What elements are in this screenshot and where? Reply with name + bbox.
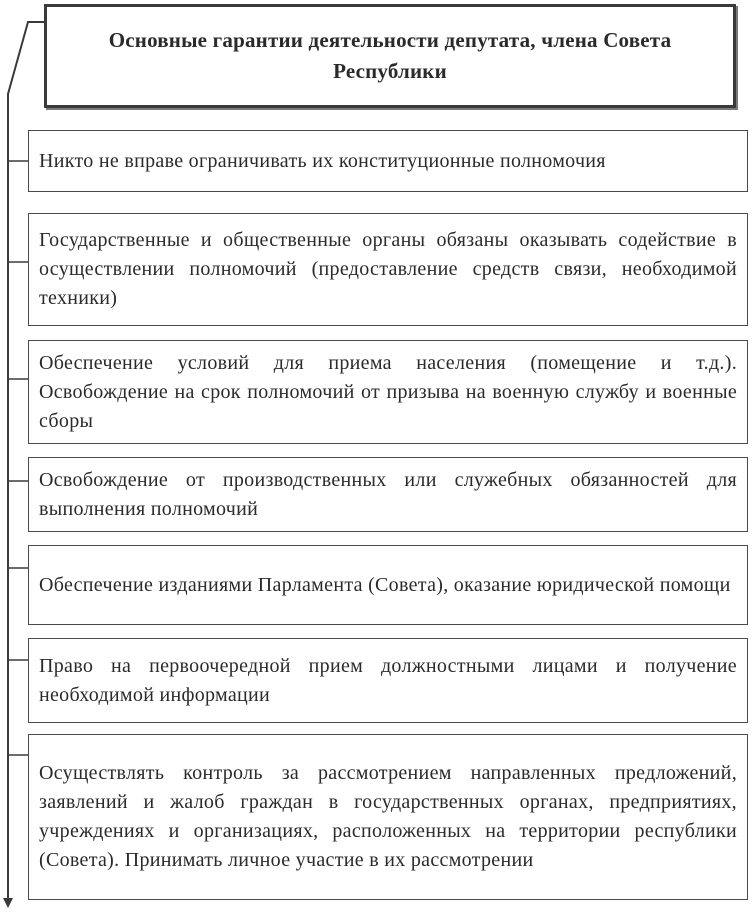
guarantee-item-text: Осуществлять контроль за рассмотрением направленных предложений, заявлений и жалоб граждан в государственных органах, предприятиях, учреждениях и организациях, расположенных на территории республики (Совета). Принимать личное участие в их рассмотрении <box>39 762 737 871</box>
guarantee-item-1 <box>28 130 748 192</box>
guarantee-item-text: Освобождение от производственных или служебных обязанностей для выполнения полномочий <box>39 468 737 520</box>
guarantee-item-text: Никто не вправе ограничивать их конституционные полномочия <box>39 149 606 172</box>
guarantee-item-7 <box>28 734 748 900</box>
diagram-title: Основные гарантии деятельности депутата, члена Совета Республики <box>108 28 672 83</box>
guarantee-item-6 <box>28 638 748 723</box>
diagram-title-box <box>44 4 736 108</box>
guarantee-item-text: Обеспечение условий для приема населения (помещение и т.д.). Освобождение на срок полномочий от призыва на военную службу и военные сборы <box>39 351 737 432</box>
guarantee-item-5 <box>28 545 748 625</box>
guarantee-item-2 <box>28 213 748 326</box>
guarantee-item-text: Государственные и общественные органы обязаны оказывать содействие в осуществлении полномочий (предоставление средств связи, необходимой техники) <box>39 229 737 309</box>
guarantee-item-text: Обеспечение изданиями Парламента (Совета), оказание юридической помощи <box>39 573 731 596</box>
guarantee-item-text: Право на первоочередной прием должностными лицами и получение необходимой информации <box>39 654 737 706</box>
guarantee-item-3 <box>28 340 748 444</box>
arrow-head-icon <box>3 898 13 908</box>
guarantee-item-4 <box>28 457 748 532</box>
